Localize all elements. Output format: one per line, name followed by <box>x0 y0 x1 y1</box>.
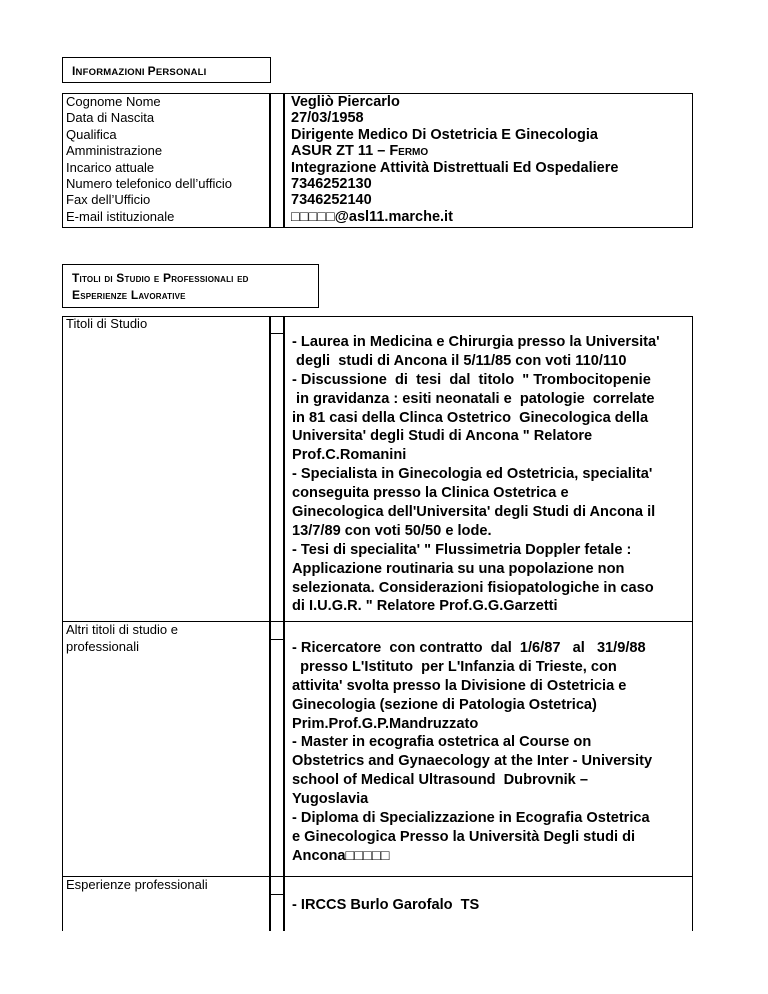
altri-line: - Diploma di Specializzazione in Ecografia Ostetrica <box>292 810 650 827</box>
value-fax: 7346252140 <box>291 192 372 209</box>
personal-labels-column <box>62 93 270 228</box>
titoli-line: - Discussione di tesi dal titolo " Trombocitopenie <box>292 371 651 388</box>
value-amministrazione-smallcaps: Fermo <box>389 143 429 160</box>
section-title-titoli <box>62 264 319 308</box>
section-title-personal <box>62 57 271 83</box>
titoli-di-studio-text <box>292 333 692 616</box>
titoli-line: degli studi di Ancona il 5/11/85 con voti 110/110 <box>292 352 627 369</box>
spacer-divider-3 <box>270 894 284 895</box>
titoli-line: conseguita presso la Clinica Ostetrica e <box>292 485 569 502</box>
value-name: Vegliò Piercarlo <box>291 94 400 110</box>
title-initial-2: P <box>147 64 156 78</box>
title-rest-2: ERSONALI <box>155 67 207 78</box>
titoli-title-line-2: Esperienze Lavorative <box>72 288 186 302</box>
altri-line: Obstetrics and Gynaecology at the Inter - University <box>292 753 653 770</box>
altri-titoli-text <box>292 639 692 866</box>
spacer-divider-1 <box>270 333 284 334</box>
label-altri-line-2: professionali <box>66 638 139 654</box>
title-rest-1: NFORMAZIONI <box>75 67 148 78</box>
value-telefono: 7346252130 <box>291 175 372 192</box>
value-incarico: Integrazione Attività Distrettuali Ed Ospedaliere <box>291 159 619 176</box>
label-data-nascita: Data di Nascita <box>66 110 155 126</box>
titoli-line: 13/7/89 con voti 50/50 e lode. <box>292 522 492 539</box>
spacer-divider-2 <box>270 639 284 640</box>
label-altri-titoli <box>66 622 178 655</box>
altri-line: school of Medical Ultrasound Dubrovnik – <box>292 772 588 789</box>
personal-spacer-column <box>270 93 284 228</box>
label-cognome-nome: Cognome Nome <box>66 94 161 109</box>
altri-line: Yugoslavia <box>292 791 369 808</box>
altri-line: presso L'Istituto per L'Infanzia di Trieste, con <box>292 658 617 675</box>
titoli-line: Applicazione routinaria su una popolazione non <box>292 560 625 577</box>
value-email: □□□□□@asl11.marche.it <box>291 208 453 225</box>
label-amministrazione: Amministrazione <box>66 143 163 159</box>
titoli-line: - Specialista in Ginecologia ed Ostetricia, specialita' <box>292 466 653 483</box>
esperienze-text <box>292 896 692 915</box>
value-birth: 27/03/1958 <box>291 110 364 127</box>
titoli-line: - Laurea in Medicina e Chirurgia presso la Universita' <box>292 334 660 350</box>
altri-line: Prim.Prof.G.P.Mandruzzato <box>292 715 479 732</box>
altri-line: - Master in ecografia ostetrica al Course on <box>292 734 592 751</box>
label-qualifica: Qualifica <box>66 126 117 142</box>
titoli-spacer-column <box>270 316 284 936</box>
titoli-line: selezionata. Considerazioni fisiopatologiche in caso <box>292 579 654 596</box>
titoli-line: Ginecologica dell'Universita' degli Studi di Ancona il <box>292 504 656 521</box>
altri-line: Ginecologia (sezione di Patologia Ostetrica) <box>292 696 597 713</box>
label-email: E-mail istituzionale <box>66 208 175 224</box>
personal-values-column <box>284 93 693 228</box>
altri-line: Ancona□□□□□ <box>292 847 390 864</box>
titoli-line: in 81 casi della Clinca Ostetrico Ginecologica della <box>292 409 649 426</box>
label-altri-line-1: Altri titoli di studio e <box>66 622 178 637</box>
titoli-line: di I.U.G.R. " Relatore Prof.G.G.Garzetti <box>292 598 558 615</box>
titoli-line: Prof.C.Romanini <box>292 447 407 464</box>
label-esperienze: Esperienze professionali <box>66 877 208 892</box>
esperienze-line: - IRCCS Burlo Garofalo TS <box>292 897 480 913</box>
value-qualifica: Dirigente Medico Di Ostetricia E Ginecologia <box>291 126 598 143</box>
altri-line: - Ricercatore con contratto dal 1/6/87 al 31/9/88 <box>292 640 646 656</box>
label-telefono: Numero telefonico dell’ufficio <box>66 175 232 191</box>
altri-line: e Ginecologica Presso la Università Degli studi di <box>292 828 636 845</box>
label-fax: Fax dell’Ufficio <box>66 192 151 208</box>
label-incarico: Incarico attuale <box>66 159 155 175</box>
title-initial-1: I <box>72 64 76 78</box>
titoli-line: Universita' degli Studi di Ancona " Relatore <box>292 428 593 445</box>
titoli-title-line-1: Titoli di Studio e Professionali ed <box>72 271 249 285</box>
altri-line: attivita' svolta presso la Divisione di Ostetricia e <box>292 677 627 694</box>
bottom-cut <box>0 931 768 994</box>
titoli-line: in gravidanza : esiti neonatali e patologie correlate <box>292 390 655 407</box>
titoli-line: - Tesi di specialita' " Flussimetria Doppler fetale : <box>292 541 632 558</box>
value-amministrazione: ASUR ZT 11 – Fermo <box>291 143 429 160</box>
label-titoli-di-studio: Titoli di Studio <box>66 316 148 331</box>
